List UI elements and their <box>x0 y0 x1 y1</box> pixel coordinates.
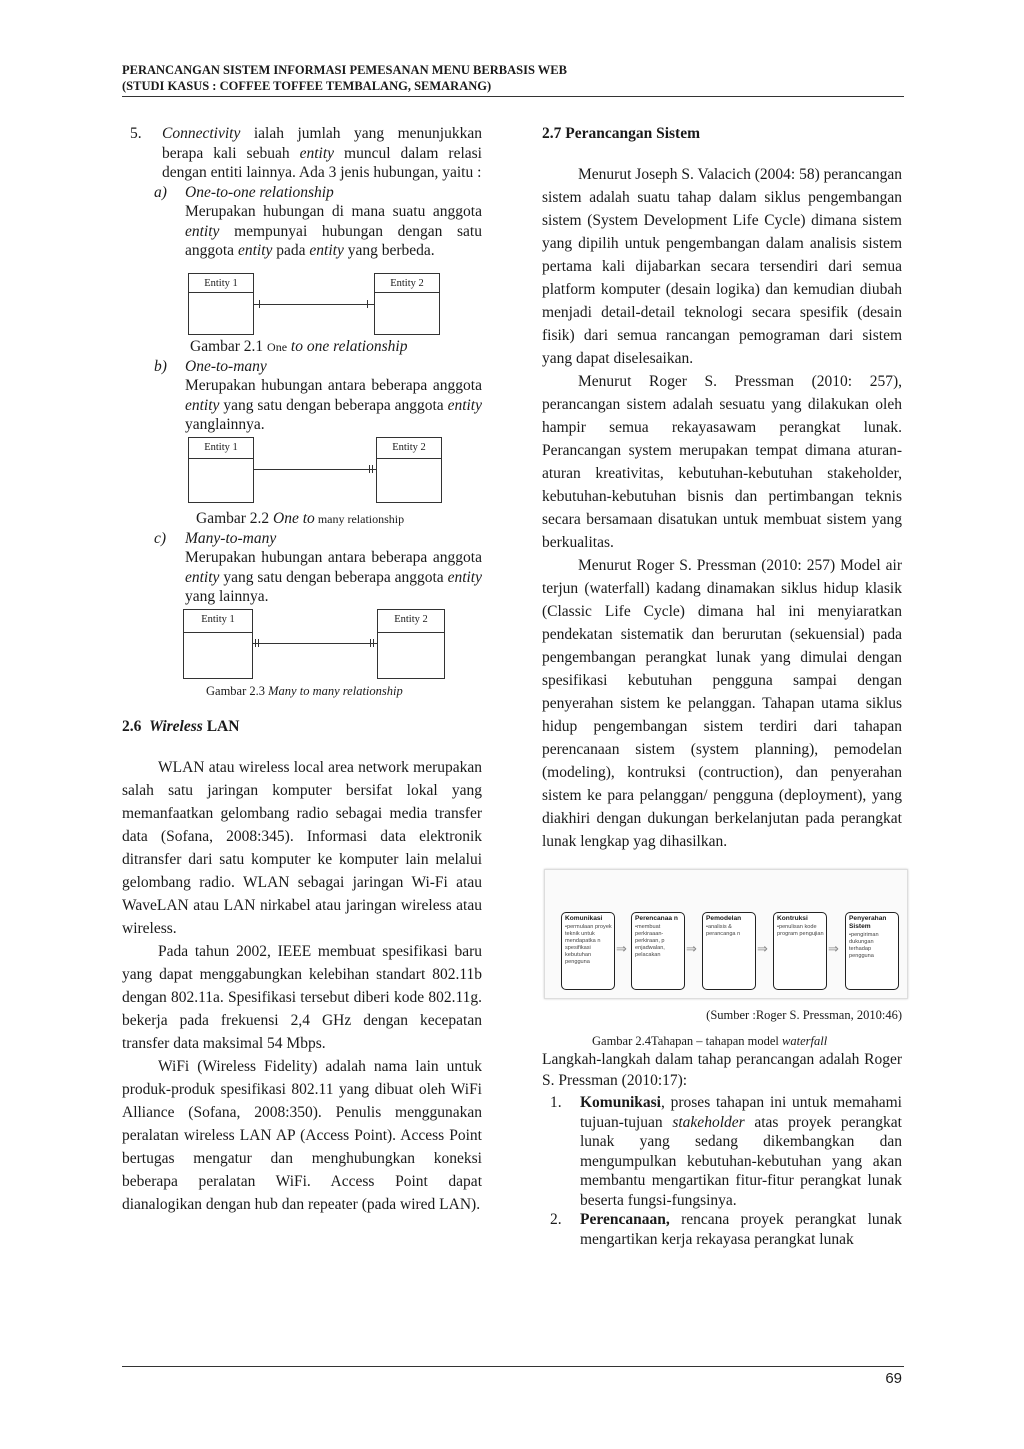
waterfall-figure <box>544 869 908 999</box>
figure-caption <box>542 1033 902 1049</box>
caption-text: Gambar 2.4Tahapan – tahapan model <box>592 1034 783 1048</box>
stage-title: Perencanaa n <box>635 915 678 922</box>
section-heading-2-7: 2.7 Perancangan Sistem <box>542 125 701 142</box>
entity-label: Entity 1 <box>204 441 238 453</box>
text: pada <box>272 242 310 259</box>
right-column <box>542 118 902 1249</box>
sub-title: One-to-one relationship <box>185 183 334 201</box>
stage-desc: •membuat perkiraaan-perkiraan, p enjadwalan, pelacakan <box>635 924 665 958</box>
figure-source: (Sumber :Roger S. Pressman, 2010:46) <box>706 1008 902 1022</box>
section-heading-2-6 <box>122 715 482 738</box>
one-marker <box>259 300 260 308</box>
text: Merupakan hubungan antara beberapa anggota <box>185 549 482 566</box>
caption-text: One <box>267 339 288 354</box>
text: yang berbeda. <box>343 242 435 259</box>
waterfall-stage-perencanaan <box>631 912 685 990</box>
header-rule <box>122 96 904 97</box>
term: entity <box>447 396 482 414</box>
many-marker <box>370 639 371 647</box>
term: stakeholder <box>672 1113 745 1131</box>
text: yang lainnya. <box>185 588 269 605</box>
text: , proses tahapan ini untuk memahami tujuan-tujuan <box>580 1094 902 1131</box>
running-header <box>122 62 567 94</box>
entity-label: Entity 1 <box>204 277 238 289</box>
entity-box-1 <box>188 273 254 335</box>
entity-box-1 <box>188 437 254 503</box>
stage-desc: •pengiriman dukungan terhadap pengguna <box>849 932 879 959</box>
list-item-komunikasi <box>542 1093 902 1210</box>
waterfall-stage-penyerahan <box>845 912 899 990</box>
list-term: Komunikasi <box>580 1094 661 1111</box>
stage-desc: •permulaan proyek teknik untuk mendapatka n spesifikasi kebutuhan pengguna <box>565 924 612 965</box>
paragraph: Menurut Roger S. Pressman (2010: 257) Model air terjun (waterfall) kadang dinamakan siklus hidup klasik (Classic Life Cycle) dimana hal ini menyiaratkan pendekatan sistematik dan berurutan (sekuensial) pada pengembangan perangkat lunak yang dimulai dengan spesifikasi kebutuhan pengguna sampai dengan penyerahan sistem ke pelanggan. Tahapan utama siklus hidup pengembangan sistem terdiri dari tahapan perencanaan sistem (system planning), pemodelan (modeling), kontruksi (contruction), dan penyerahan sistem ke para pelanggan/ pengguna (deployment), yang diakhiri dengan dukungan berkelanjutan pada perangkat lunak lengkap yag dihasilkan. <box>542 557 902 850</box>
relationship-line <box>252 643 377 644</box>
caption-text: many relationship <box>314 511 405 526</box>
many-marker <box>372 465 373 473</box>
figure-one-to-many <box>122 437 482 505</box>
caption-text: waterfall <box>782 1034 828 1048</box>
sub-title: One-to-many <box>185 357 267 375</box>
header-line-2: (STUDI KASUS : COFFEE TOFFEE TEMBALANG, SEMARANG) <box>122 79 492 93</box>
left-column <box>122 118 482 1216</box>
sub-label: a) <box>154 183 167 201</box>
term: entity <box>185 568 220 586</box>
term: entity <box>447 568 482 586</box>
list-number: 1. <box>550 1094 562 1111</box>
text: yanglainnya. <box>185 416 265 433</box>
entity-box-2 <box>376 437 442 503</box>
entity-label: Entity 1 <box>201 613 235 625</box>
stage-desc: •analisis & perancanga n <box>706 924 741 937</box>
list-term: Perencanaan, <box>580 1211 670 1228</box>
paragraph: Menurut Roger S. Pressman (2010: 257), perancangan sistem adalah sesuatu yang dilakukan oleh hampir semua rekayasawam perangkat lunak. Perancangan system merupakan tempat dimana aturan-aturan kreativitas, kebutuhan-kebutuhan stakeholder, kebutuhan-kebutuhan bisnis dan pertimbangan teknis secara bersamaan disatukan untuk membuat sistem yang berkualitas. <box>542 373 902 551</box>
caption-text: Gambar 2.2 <box>196 509 274 527</box>
entity-label: Entity 2 <box>390 277 424 289</box>
sub-title: Many-to-many <box>185 529 277 547</box>
one-marker <box>367 300 368 308</box>
figure-caption <box>122 681 482 701</box>
text: yang satu dengan beberapa anggota <box>219 396 448 414</box>
stage-title: Penyerahan Sistem <box>849 915 887 930</box>
text: mempunyai hubungan dengan satu anggota <box>185 222 482 259</box>
term: entity <box>299 144 335 162</box>
text: Merupakan hubungan antara beberapa anggota <box>185 377 482 394</box>
caption-text: Many to many relationship <box>268 683 403 698</box>
text: atas proyek perangkat lunak yang sedang dikembangkan dan mengumpulkan kebutuhan-kebutuhan yang akan membantu mengartikan fitur-fitur perangkat lunak beserta fungsi-fungsinya. <box>580 1113 902 1209</box>
term: Connectivity <box>162 125 241 142</box>
many-marker <box>258 639 259 647</box>
header-line-1: PERANCANGAN SISTEM INFORMASI PEMESANAN MENU BERBASIS WEB <box>122 63 567 77</box>
text: rencana proyek perangkat lunak mengartikan kerja rekayasa perangkat lunak <box>580 1211 902 1248</box>
caption-text: One to <box>273 509 315 527</box>
paragraph: WiFi (Wireless Fidelity) adalah nama lain untuk produk-produk spesifikasi 802.11 yang dibuat oleh WiFi Alliance (Sofana, 2008:350). Penulis menggunakan peralatan wireless LAN AP (Access Point). Access Point bertugas mengatur dan menghubungkan koneksi beberapa peralatan WiFi. Access Point dapat dianalogikan dengan hub dan repeater (pada wired LAN). <box>122 1057 482 1213</box>
stage-title: Pemodelan <box>706 915 742 922</box>
many-marker <box>369 465 370 473</box>
list-number: 2. <box>550 1211 562 1228</box>
caption-text: to one relationship <box>287 337 408 355</box>
waterfall-stage-komunikasi <box>561 912 615 990</box>
term: entity <box>185 222 220 240</box>
many-marker <box>373 639 374 647</box>
stage-desc: •penulisan kode program pengujian <box>777 924 824 937</box>
waterfall-stage-kontruksi <box>773 912 827 990</box>
stage-title: Komunikasi <box>565 915 603 922</box>
term: entity <box>309 242 344 259</box>
section-title: LAN <box>202 717 240 735</box>
entity-box-1 <box>183 609 253 679</box>
relationship-line <box>253 469 376 470</box>
figure-many-to-many <box>122 609 482 681</box>
page-number: 69 <box>885 1370 902 1387</box>
many-marker <box>255 639 256 647</box>
entity-label: Entity 2 <box>392 441 426 453</box>
term: entity <box>185 396 220 414</box>
arrow-right-icon: ⇒ <box>757 942 768 957</box>
text: ialah jumlah yang menunjukkan berapa kali sebuah <box>162 125 482 162</box>
paragraph: Pada tahun 2002, IEEE membuat spesifikasi baru yang dapat menggabungkan kelebihan standart 802.11b dengan 802.11a. Spesifikasi tersebut diberi kode 802.11g. bekerja pada frekuensi 2,4 GHz dengan kecepatan transfer data maksimal 54 Mbps. <box>122 942 482 1052</box>
entity-box-2 <box>377 609 445 679</box>
list-item-perencanaan <box>542 1210 902 1249</box>
sub-item-one-to-one <box>122 183 482 203</box>
section-title: Wireless <box>149 717 203 735</box>
list-item-connectivity <box>122 124 482 183</box>
paragraph: Menurut Joseph S. Valacich (2004: 58) perancangan sistem adalah suatu tahap dalam siklus pengembangan sistem (System Development Life Cycle) dimana sistem yang dipilih untuk pengembangan dalam analisis sistem pertama kali dijabarkan secara tersendiri dari semua platform komputer (desain logika) dan kemudian diubah menjadi detail-detail teknologi secara spesifik (desain fisik) dari semua rancangan pemograman dari sistem yang dapat diselesaikan. <box>542 166 902 367</box>
text: yang satu dengan beberapa anggota <box>219 568 448 586</box>
sub-item-many-to-many <box>122 529 482 549</box>
waterfall-stage-pemodelan <box>702 912 756 990</box>
figure-one-to-one <box>122 273 482 337</box>
sub-body <box>122 202 482 261</box>
figure-caption <box>122 337 482 357</box>
footer-rule <box>122 1366 904 1367</box>
paragraph: Langkah-langkah dalam tahap perancangan adalah Roger S. Pressman (2010:17): <box>542 1051 902 1089</box>
arrow-right-icon: ⇒ <box>828 942 839 957</box>
paragraph: WLAN atau wireless local area network merupakan salah satu jaringan komputer bersifat lokal yang memanfaatkan gelombang radio sebagai media transfer data (Sofana, 2008:345). Informasi data elektronik ditransfer dari satu komputer ke komputer lain melalui gelombang radio. WLAN sebagai jaringan Wi-Fi atau WaveLAN atau LAN nirkabel atau jaringan wireless atau wireless. <box>122 758 482 937</box>
caption-text: Gambar 2.3 <box>206 683 269 698</box>
text: muncul dalam relasi dengan entiti lainnya. Ada 3 jenis hubungan, yaitu : <box>162 144 482 181</box>
relationship-line <box>253 304 374 305</box>
text: Merupakan hubungan di mana suatu anggota <box>185 203 482 220</box>
arrow-right-icon: ⇒ <box>686 942 697 957</box>
sub-body <box>122 376 482 435</box>
sub-item-one-to-many <box>122 357 482 377</box>
caption-text: Gambar 2.1 <box>190 337 268 355</box>
arrow-right-icon: ⇒ <box>616 942 627 957</box>
figure-caption <box>122 509 482 529</box>
sub-body <box>122 548 482 607</box>
entity-label: Entity 2 <box>394 613 428 625</box>
stage-title: Kontruksi <box>777 915 808 922</box>
entity-box-2 <box>374 273 440 335</box>
sub-label: b) <box>154 357 167 375</box>
sub-label: c) <box>154 529 167 547</box>
term: entity <box>237 242 273 259</box>
section-number: 2.6 <box>122 717 142 735</box>
list-number: 5. <box>130 125 142 142</box>
